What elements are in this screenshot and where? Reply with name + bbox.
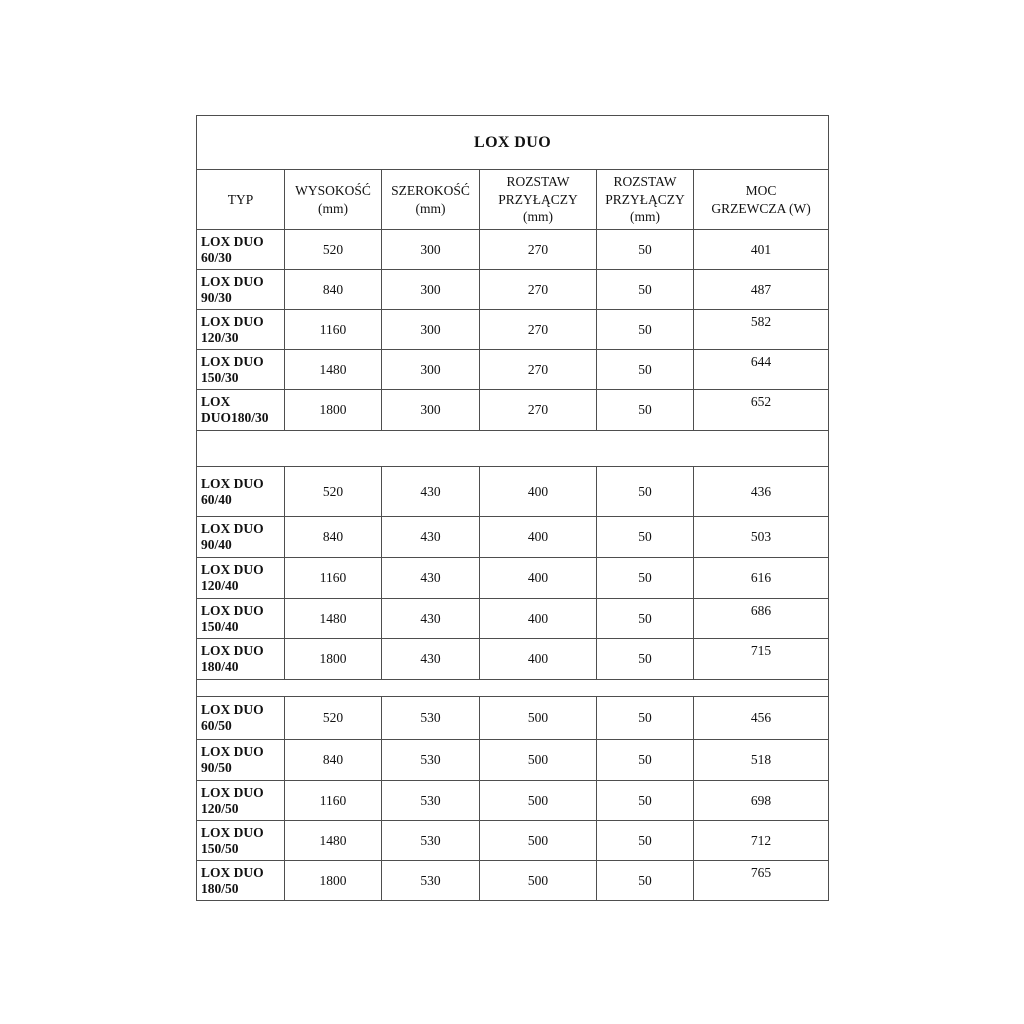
power-cell: 698 <box>694 781 829 821</box>
power-cell: 582 <box>694 310 829 350</box>
spacing1-cell: 500 <box>480 697 597 740</box>
width-cell: 430 <box>382 599 480 639</box>
type-cell <box>197 467 285 517</box>
header-line: TYP <box>227 191 254 207</box>
table-row <box>197 517 829 558</box>
type-cell <box>197 558 285 599</box>
type-line: 60/30 <box>201 249 232 265</box>
group-separator-row <box>197 680 829 697</box>
header-line: (mm) <box>318 200 348 216</box>
spacing2-cell: 50 <box>597 467 694 517</box>
type-line: DUO180/30 <box>201 410 269 425</box>
power-cell: 712 <box>694 821 829 861</box>
table-title: LOX DUO <box>197 116 829 170</box>
height-cell: 520 <box>285 697 382 740</box>
type-cell <box>197 697 285 740</box>
spacing2-cell: 50 <box>597 270 694 310</box>
spacing1-cell: 500 <box>480 861 597 901</box>
type-line: LOX DUO <box>201 702 264 718</box>
height-cell: 840 <box>285 740 382 781</box>
type-line: 60/40 <box>201 491 232 507</box>
type-line: LOX DUO <box>201 353 264 369</box>
type-line: 180/50 <box>201 880 239 896</box>
type-line: LOX DUO <box>201 313 264 329</box>
width-cell: 530 <box>382 740 480 781</box>
power-cell: 765 <box>694 861 829 901</box>
type-cell <box>197 639 285 680</box>
width-cell: 530 <box>382 821 480 861</box>
spacing1-cell: 400 <box>480 599 597 639</box>
power-cell: 686 <box>694 599 829 639</box>
table-row <box>197 861 829 901</box>
header-wysokosc <box>285 170 382 230</box>
height-cell: 1800 <box>285 390 382 431</box>
header-line: SZEROKOŚĆ <box>391 182 470 198</box>
type-line: LOX DUO <box>201 233 264 249</box>
header-line: ROZSTAW <box>506 174 570 190</box>
height-cell: 840 <box>285 517 382 558</box>
table-row <box>197 740 829 781</box>
width-cell: 530 <box>382 861 480 901</box>
group-separator <box>197 431 829 467</box>
header-line: WYSOKOŚĆ <box>295 182 371 198</box>
header-rozstaw-1 <box>480 170 597 230</box>
spec-table <box>196 115 829 901</box>
header-line: (mm) <box>523 209 553 225</box>
spacing2-cell: 50 <box>597 558 694 599</box>
type-cell <box>197 517 285 558</box>
type-cell <box>197 740 285 781</box>
spacing2-cell: 50 <box>597 861 694 901</box>
type-line: 90/50 <box>201 760 232 775</box>
header-line: PRZYŁĄCZY <box>605 191 685 207</box>
group-separator <box>197 680 829 697</box>
type-line: LOX <box>201 394 231 410</box>
type-line: 150/30 <box>201 369 239 385</box>
height-cell: 1160 <box>285 781 382 821</box>
height-cell: 520 <box>285 230 382 270</box>
header-szerokosc <box>382 170 480 230</box>
spacing1-cell: 400 <box>480 517 597 558</box>
type-line: LOX DUO <box>201 744 264 760</box>
type-line: LOX DUO <box>201 864 264 880</box>
power-cell: 644 <box>694 350 829 390</box>
spacing2-cell: 50 <box>597 639 694 680</box>
spacing2-cell: 50 <box>597 350 694 390</box>
table-row <box>197 697 829 740</box>
power-cell: 652 <box>694 390 829 431</box>
power-cell: 503 <box>694 517 829 558</box>
spacing1-cell: 270 <box>480 230 597 270</box>
height-cell: 520 <box>285 467 382 517</box>
header-line: ROZSTAW <box>613 174 677 190</box>
spacing2-cell: 50 <box>597 230 694 270</box>
type-cell <box>197 230 285 270</box>
type-line: 180/40 <box>201 659 239 674</box>
spacing1-cell: 500 <box>480 740 597 781</box>
table-row <box>197 390 829 431</box>
spacing2-cell: 50 <box>597 740 694 781</box>
type-line: LOX DUO <box>201 602 264 618</box>
header-row <box>197 170 829 230</box>
title-row <box>197 116 829 170</box>
table-row <box>197 270 829 310</box>
table-row <box>197 558 829 599</box>
type-line: 120/40 <box>201 578 239 593</box>
power-cell: 715 <box>694 639 829 680</box>
group-separator-row <box>197 431 829 467</box>
table-row <box>197 821 829 861</box>
header-line: GRZEWCZA (W) <box>711 200 811 216</box>
header-typ <box>197 170 285 230</box>
width-cell: 430 <box>382 467 480 517</box>
height-cell: 1480 <box>285 350 382 390</box>
type-line: 90/30 <box>201 289 232 305</box>
type-line: LOX DUO <box>201 475 264 491</box>
type-line: 150/50 <box>201 840 239 856</box>
power-cell: 436 <box>694 467 829 517</box>
width-cell: 430 <box>382 558 480 599</box>
spacing2-cell: 50 <box>597 697 694 740</box>
type-cell <box>197 310 285 350</box>
type-line: LOX DUO <box>201 643 264 659</box>
width-cell: 300 <box>382 310 480 350</box>
spacing2-cell: 50 <box>597 599 694 639</box>
spacing1-cell: 400 <box>480 558 597 599</box>
type-cell <box>197 270 285 310</box>
width-cell: 530 <box>382 781 480 821</box>
spacing1-cell: 270 <box>480 270 597 310</box>
spacing2-cell: 50 <box>597 517 694 558</box>
power-cell: 616 <box>694 558 829 599</box>
width-cell: 530 <box>382 697 480 740</box>
header-rozstaw-2 <box>597 170 694 230</box>
type-cell <box>197 821 285 861</box>
header-line: MOC <box>745 182 777 198</box>
header-line: (mm) <box>630 209 660 225</box>
spacing1-cell: 270 <box>480 390 597 431</box>
height-cell: 1480 <box>285 599 382 639</box>
type-cell <box>197 390 285 431</box>
power-cell: 518 <box>694 740 829 781</box>
width-cell: 300 <box>382 390 480 431</box>
power-cell: 487 <box>694 270 829 310</box>
type-line: LOX DUO <box>201 521 264 537</box>
type-line: 120/30 <box>201 329 239 345</box>
height-cell: 1160 <box>285 558 382 599</box>
height-cell: 840 <box>285 270 382 310</box>
type-line: 90/40 <box>201 537 232 552</box>
header-line: PRZYŁĄCZY <box>498 191 578 207</box>
spacing2-cell: 50 <box>597 390 694 431</box>
spacing1-cell: 400 <box>480 639 597 680</box>
table-row <box>197 350 829 390</box>
table-row <box>197 467 829 517</box>
header-moc <box>694 170 829 230</box>
type-line: LOX DUO <box>201 562 264 578</box>
spacing1-cell: 270 <box>480 310 597 350</box>
type-line: 150/40 <box>201 618 239 634</box>
width-cell: 430 <box>382 517 480 558</box>
height-cell: 1800 <box>285 639 382 680</box>
height-cell: 1800 <box>285 861 382 901</box>
table-row <box>197 781 829 821</box>
type-line: LOX DUO <box>201 824 264 840</box>
table-row <box>197 639 829 680</box>
height-cell: 1160 <box>285 310 382 350</box>
spacing1-cell: 500 <box>480 781 597 821</box>
type-line: 60/50 <box>201 718 232 733</box>
table-row <box>197 230 829 270</box>
spacing1-cell: 500 <box>480 821 597 861</box>
height-cell: 1480 <box>285 821 382 861</box>
type-line: LOX DUO <box>201 273 264 289</box>
type-cell <box>197 599 285 639</box>
type-cell <box>197 781 285 821</box>
width-cell: 430 <box>382 639 480 680</box>
type-cell <box>197 350 285 390</box>
header-line: (mm) <box>415 200 446 216</box>
spacing1-cell: 400 <box>480 467 597 517</box>
power-cell: 401 <box>694 230 829 270</box>
width-cell: 300 <box>382 270 480 310</box>
spacing2-cell: 50 <box>597 781 694 821</box>
spacing2-cell: 50 <box>597 310 694 350</box>
spacing2-cell: 50 <box>597 821 694 861</box>
table-row <box>197 310 829 350</box>
width-cell: 300 <box>382 350 480 390</box>
type-cell <box>197 861 285 901</box>
type-line: LOX DUO <box>201 784 264 800</box>
type-line: 120/50 <box>201 800 239 816</box>
width-cell: 300 <box>382 230 480 270</box>
spacing1-cell: 270 <box>480 350 597 390</box>
power-cell: 456 <box>694 697 829 740</box>
table-row <box>197 599 829 639</box>
